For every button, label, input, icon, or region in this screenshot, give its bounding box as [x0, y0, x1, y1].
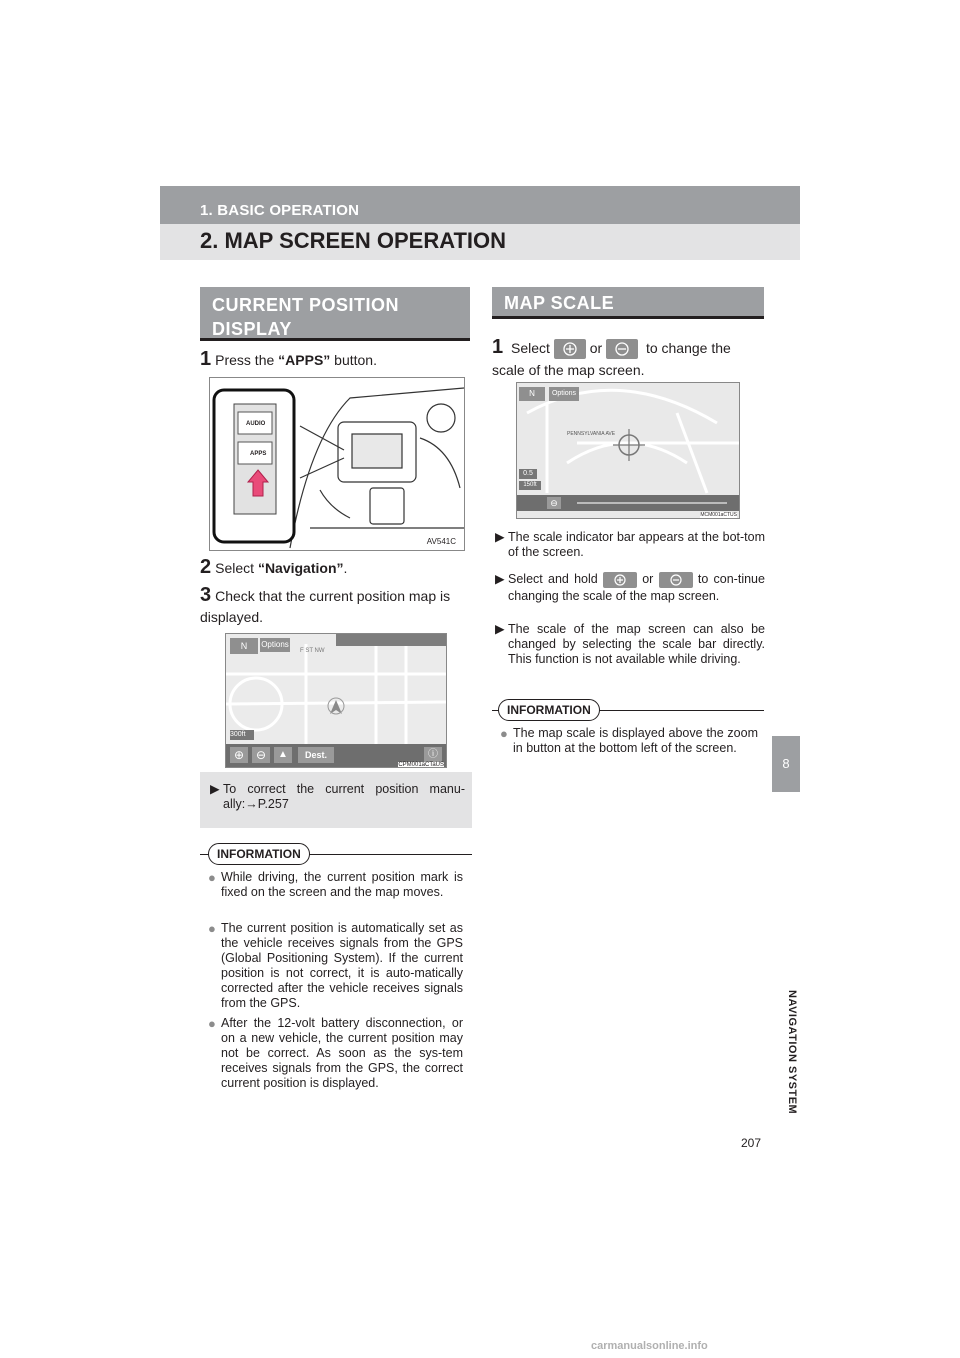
dashboard-illustration [210, 378, 464, 550]
chapter-title: 1. BASIC OPERATION [200, 202, 360, 219]
scale-bullet [495, 622, 765, 667]
side-label: NAVIGATION SYSTEM [786, 990, 798, 1115]
step-text-end: . [343, 560, 348, 576]
map-screen-figure [225, 633, 447, 768]
info-icon[interactable]: ⓘ [424, 747, 442, 763]
zoom-out-icon[interactable]: ⊖ [252, 747, 270, 763]
info-item [208, 921, 463, 1011]
bullet-icon: ● [208, 870, 216, 885]
apps-button-label: APPS [250, 451, 267, 457]
zoom-out-button-icon [606, 339, 638, 359]
step-number: 1 [492, 336, 504, 358]
audio-label: AUDIO [246, 421, 266, 427]
info-text: The current position is automatically set as the vehicle receives signals from the GPS (Global Positioning System). If the current position is not correct, it is auto-matically corrected after the vehicle receives signals from the GPS. [221, 921, 463, 1010]
chapter-tab[interactable]: 8 [772, 736, 800, 792]
scale-value: 0.5 [519, 469, 537, 479]
info-text: After the 12-volt battery disconnection, or on a new vehicle, the current position may not be correct. As soon as the sys-tem receives signals from the GPS, the correct current position is displayed. [221, 1016, 463, 1090]
section-heading-map-scale: MAP SCALE [492, 287, 764, 319]
figure-code: CPM001aCTaUS [398, 762, 444, 768]
step-number: 2 [200, 556, 212, 578]
zoom-in-icon[interactable]: ⊕ [230, 747, 248, 763]
dashboard-figure [209, 377, 465, 551]
info-badge: INFORMATION [208, 843, 310, 865]
bullet-icon: ● [208, 921, 216, 936]
north-button[interactable]: N [519, 387, 545, 401]
step-text: Press the [215, 352, 279, 368]
bullet-text: The scale of the map screen can also be changed by selecting the scale bar directly. This function is not available while driving. [508, 622, 765, 666]
dest-button[interactable]: Dest. [298, 747, 334, 763]
options-button[interactable]: Options [549, 387, 579, 401]
step-number: 1 [200, 348, 212, 370]
note-text: To correct the current position manu-ally: [223, 782, 465, 811]
scale-bar[interactable] [517, 495, 739, 511]
step-number: 3 [200, 584, 212, 606]
step-text: Select [511, 340, 550, 356]
step-3 [200, 585, 472, 628]
step-text: Select [215, 560, 258, 576]
page-reference[interactable]: →P.257 [245, 797, 289, 811]
figure-code: MCM001aCTUS [700, 512, 737, 518]
street-label: PENNSYLVANIA AVE [567, 431, 616, 437]
step-text-end: to change the scale of the map screen. [492, 340, 731, 379]
zoom-out-icon[interactable]: ⊖ [547, 497, 561, 509]
north-button[interactable]: N [230, 638, 258, 654]
bullet-text-end: to con-tinue changing the scale of the map screen. [508, 572, 765, 603]
figure-code: AV541C [426, 537, 456, 546]
bullet-icon: ● [208, 1016, 216, 1031]
page-title: 2. MAP SCREEN OPERATION [200, 228, 507, 253]
info-item [500, 726, 758, 756]
info-item [208, 870, 463, 900]
scale-label: 300ft [230, 730, 254, 740]
step-1 [200, 349, 472, 371]
step-2 [200, 557, 472, 579]
info-badge: INFORMATION [498, 699, 600, 721]
bullet-text: Select and hold [508, 572, 598, 586]
scale-bullet [495, 530, 765, 560]
step-text: Check that the current position map is displayed. [200, 588, 451, 625]
bullet-text-or: or [642, 572, 654, 586]
zoom-in-button-icon [603, 572, 637, 588]
note-box [200, 772, 472, 828]
zoom-in-button-icon [554, 339, 586, 359]
apps-label: “APPS” [278, 352, 331, 368]
bullet-icon: ● [500, 726, 508, 741]
scale-step-1 [492, 336, 764, 381]
info-item [208, 1016, 463, 1091]
bullet-icon: ▶ [495, 572, 505, 586]
bullet-text: The scale indicator bar appears at the bot-tom of the screen. [508, 530, 765, 559]
scale-track[interactable] [577, 502, 727, 504]
navigation-label: “Navigation” [257, 560, 344, 576]
scale-value-2: 150ft [519, 481, 541, 490]
page-number: 207 [741, 1136, 762, 1150]
heading-icon[interactable]: ▲ [274, 747, 292, 763]
note-item [210, 782, 465, 812]
scale-bullet [495, 571, 765, 605]
section-heading-current-position: CURRENT POSITION DISPLAY [200, 287, 470, 341]
bullet-icon: ▶ [495, 622, 505, 636]
bullet-icon: ▶ [210, 782, 220, 796]
info-text: While driving, the current position mark is fixed on the screen and the map moves. [221, 870, 463, 899]
step-text-end: button. [330, 352, 377, 368]
info-text: The map scale is displayed above the zoom in button at the bottom left of the screen. [513, 726, 758, 755]
watermark[interactable]: carmanualsonline.info [591, 1340, 708, 1352]
step-text-or: or [589, 340, 603, 356]
map-scale-figure [516, 382, 740, 519]
options-button[interactable]: Options [260, 638, 290, 652]
zoom-out-button-icon [659, 572, 693, 588]
bullet-icon: ▶ [495, 530, 505, 544]
street-label: F ST NW [300, 648, 325, 654]
